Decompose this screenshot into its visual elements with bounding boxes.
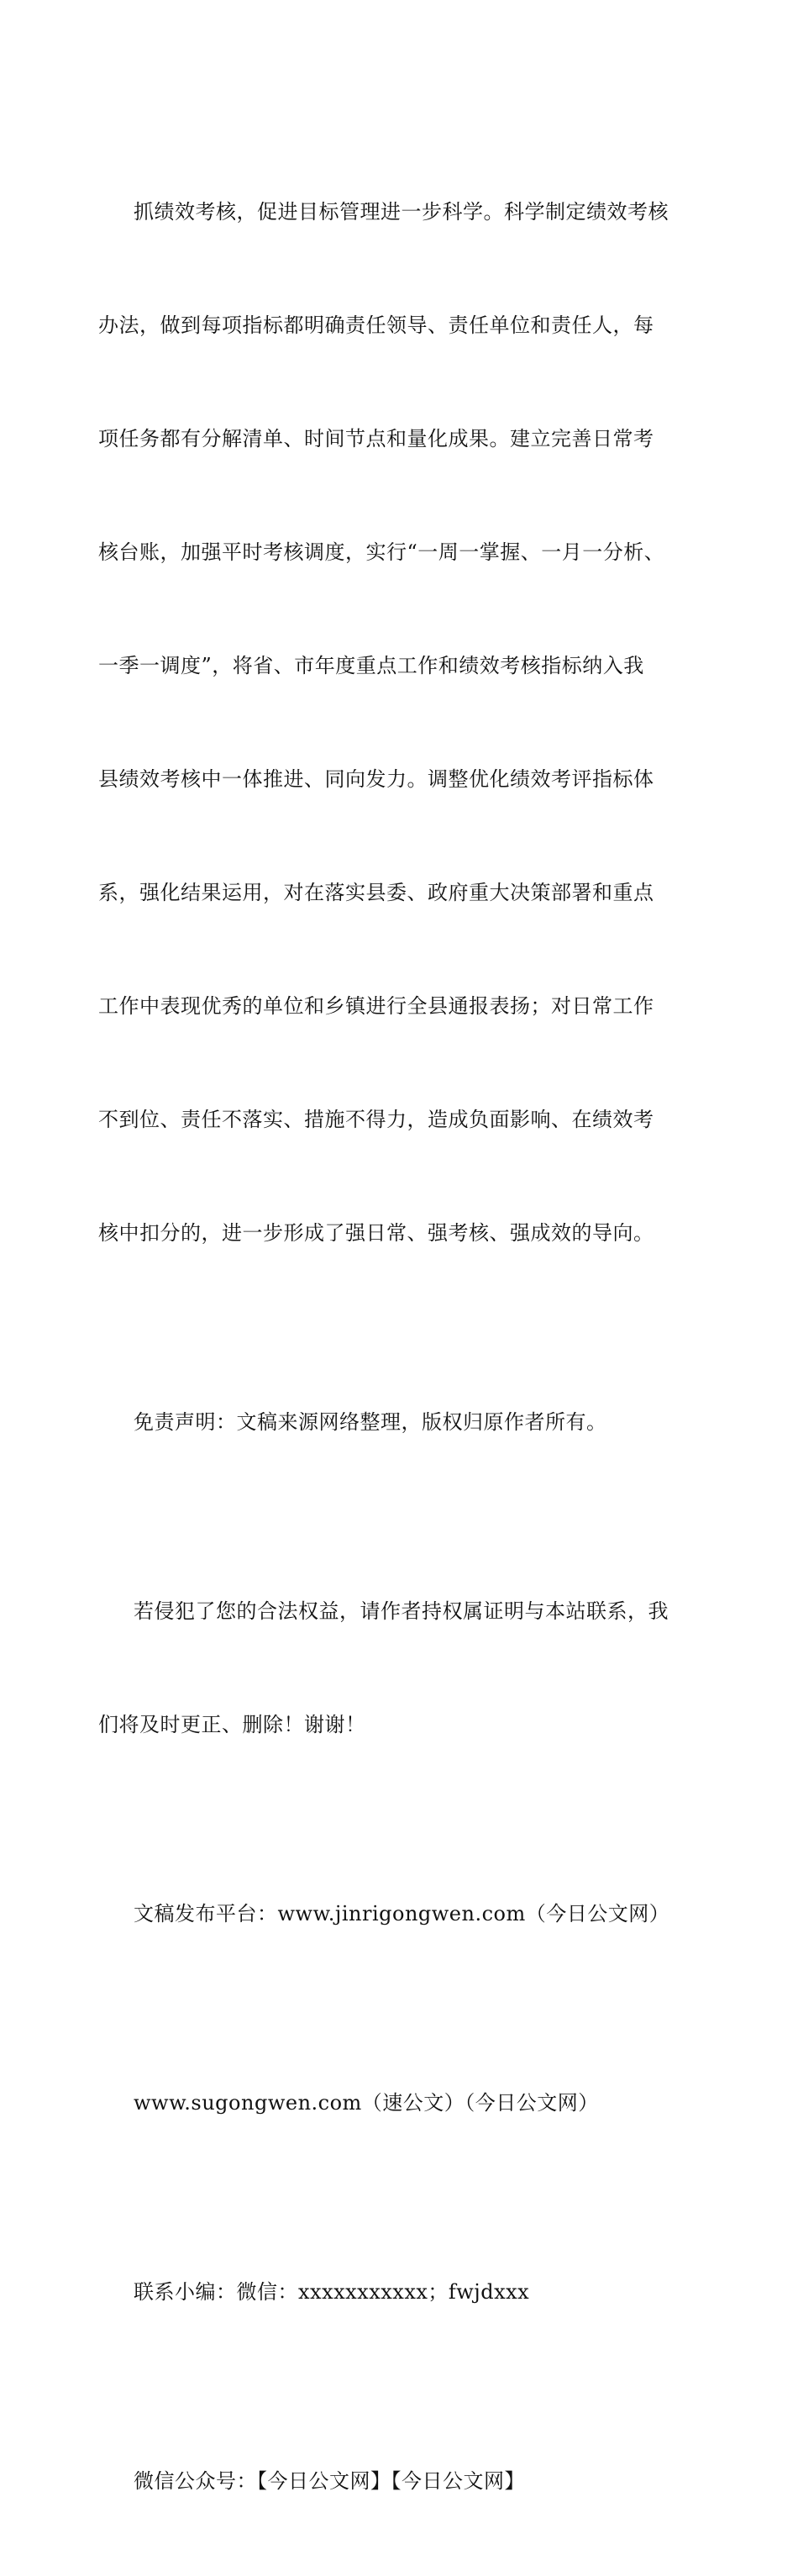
platform-alt-paragraph xyxy=(98,2009,703,2198)
paragraph-line: 项任务都有分解清单、时间节点和量化成果。建立完善日常考 xyxy=(98,427,654,450)
platform-alt-text: www.sugongwen.com（速公文）（今日公文网） xyxy=(134,2091,599,2115)
contact-paragraph xyxy=(98,2198,703,2387)
main-paragraph xyxy=(98,118,703,1328)
infringement-paragraph xyxy=(98,1517,703,1820)
paragraph-line: 工作中表现优秀的单位和乡镇进行全县通报表扬；对日常工作 xyxy=(98,994,654,1018)
paragraph-line: 县绩效考核中一体推进、同向发力。调整优化绩效考评指标体 xyxy=(98,767,654,791)
paragraph-line: 抓绩效考核，促进目标管理进一步科学。科学制定绩效考核 xyxy=(134,200,669,224)
paragraph-line: 不到位、责任不落实、措施不得力，造成负面影响、在绩效考 xyxy=(98,1108,654,1131)
platform-text: 文稿发布平台：www.jinrigongwen.com（今日公文网） xyxy=(134,1902,670,1925)
document-body xyxy=(98,118,703,2576)
paragraph-line: 办法，做到每项指标都明确责任领导、责任单位和责任人，每 xyxy=(98,313,654,337)
wechat-account-text: 微信公众号：【今日公文网】【今日公文网】 xyxy=(134,2469,525,2493)
disclaimer-text: 免责声明：文稿来源网络整理，版权归原作者所有。 xyxy=(134,1410,607,1434)
contact-text: 联系小编：微信：xxxxxxxxxxx；fwjdxxx xyxy=(134,2280,530,2304)
infringement-line: 若侵犯了您的合法权益，请作者持权属证明与本站联系，我 xyxy=(134,1599,669,1623)
paragraph-line: 核台账，加强平时考核调度，实行“一周一掌握、一月一分析、 xyxy=(98,540,665,564)
infringement-line: 们将及时更正、删除！谢谢！ xyxy=(98,1713,366,1736)
platform-paragraph xyxy=(98,1820,703,2009)
paragraph-line: 系，强化结果运用，对在落实县委、政府重大决策部署和重点 xyxy=(98,881,654,904)
paragraph-line: 核中扣分的，进一步形成了强日常、强考核、强成效的导向。 xyxy=(98,1221,654,1245)
paragraph-line: 一季一调度”，将省、市年度重点工作和绩效考核指标纳入我 xyxy=(98,654,644,677)
wechat-paragraph xyxy=(98,2387,703,2576)
disclaimer-paragraph xyxy=(98,1328,703,1517)
